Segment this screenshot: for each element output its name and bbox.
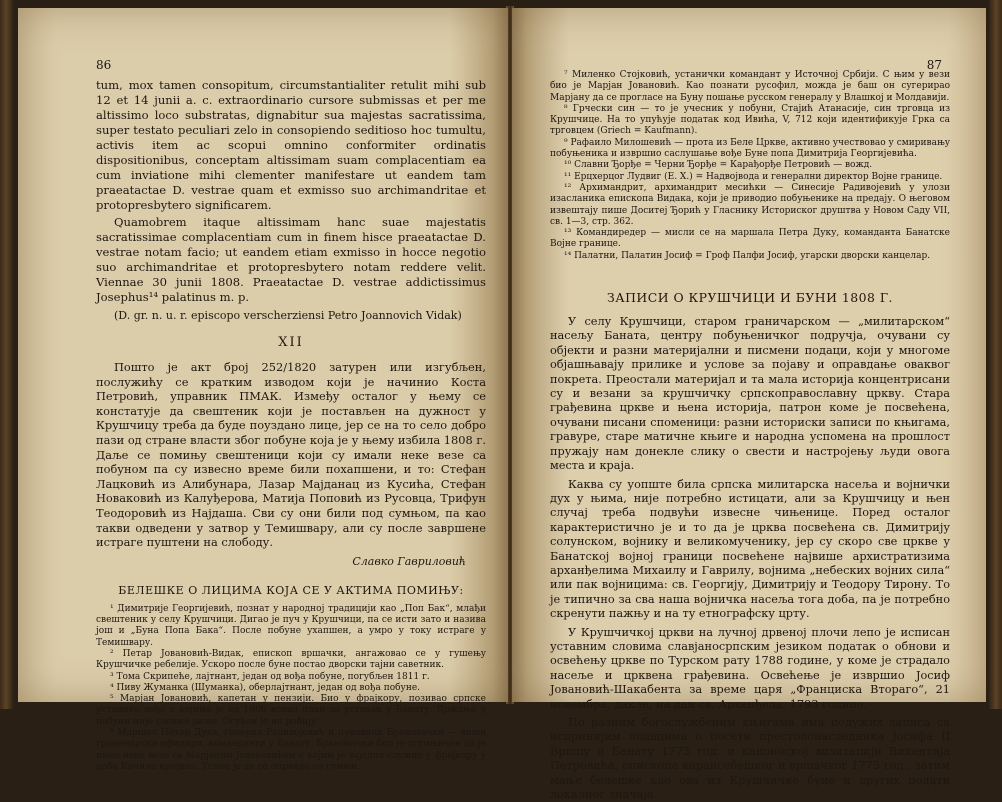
footnote-4: ⁴ Пиву Жуманка (Шуманка), оберлајтнант, један од вођа побуне. — [110, 682, 421, 693]
footnote-3: ³ Тома Скрипеће, лајтнант, један од вођа побуне, погубљен 1811 г. — [110, 671, 430, 682]
footnote-11: ¹¹ Ерцхерцог Лудвиг (Е. Х.) = Надвојвода и генерални директор Војне границе. — [564, 171, 943, 182]
right-page-body — [550, 70, 950, 802]
left-page — [18, 8, 508, 772]
article-paragraph-1: У селу Крушчици, старом граничарском — „милитарском“ насељу Баната, центру побуњеничког подручја, очувани су објекти и разни материјални и писмени подаци, који у многоме објашњавају прилике и услове за појаву и оправдање оваквог покрета. Преостали материјал и та мала историја концентрисани су и везани за крушчичку српскоправославну цркву. Стара грађевина цркве и њена историја, патрон коме је посвећена, очувани писани споменици: разни историски записи по књигама, гравуре, старе матичне књиге и народна успомена на прошлост пружају нам донекле слику о свести и настројењу људи овога места и краја. — [550, 315, 950, 473]
footnote-7: ⁷ Миленко Стојковић, устанички командант у Источној Србији. С њим у вези био је Марјан Јовановић. Као познати русофил, можда је баш он сугерирао Марјану да се прогласе на Буну пошање русском генералу у Влашкој и Молдавији. — [550, 70, 950, 103]
notes-heading: БЕЛЕШКЕ О ЛИЦИМА КОЈА СЕ У АКТИМА ПОМИЊУ: — [118, 583, 464, 597]
footnote-9: ⁹ Рафаило Милошевић — прота из Беле Цркве, активно учествовао у смиривању побуњеника и извршио саслушање вође Буне попа Димитрија Георгијевића. — [550, 137, 950, 160]
article-paragraph-3: У Крушчичкој цркви на лучној дрвеној плочи лепо је исписан уставним словима славјаносрпским језиком податак о обнови и освећењу цркве по Турском рату 1788 године, у коме је страдало насеље и црквена грађевина. Освећење је извршио Јосиф Јовановић-Шакабента за време царя „Франциска Вторагo“, 21 новембра, дакле, на дан св. Арханђела, 1793 године. — [550, 625, 950, 711]
left-page-body — [96, 78, 486, 773]
right-page-number: 87 — [926, 58, 942, 72]
latin-paragraph-2: Quamobrem itaque altissimam hanc suae majestatis sacratissimae complacentiam cum in finem hisce praeatactae D. vestrae notam facio; ut eandem etiam exmisso in hocce negotio suo archimandritae et protopresbytero notam reddere velit. Viennae 30 junii 1808. Praeatactae D. vestrae addictissimus Josephus¹⁴ palatinus m. p. — [96, 215, 486, 304]
footnote-14: ¹⁴ Палатни, Палатин Јосиф = Гроф Палфи Јосиф, угарски дворски канцелар. — [564, 250, 931, 261]
footnote-2: ² Петар Јовановић-Видак, епископ вршачки, ангажовао се у гушењу Крушчичке ребелије. Ускоро после буне постао дворски тајни саветник. — [96, 648, 486, 671]
left-page-number: 86 — [96, 58, 112, 72]
article-paragraph-2: Каква су уопште била српска милитарска насеља и војнички дух у њима, није потребно истицати, али за Крушчицу и њен случај треба подвући извесне чињенице. Поред осталог карактеристично је и то да је црква посвећена св. Димитрију солунском, војнику и великомученику, јер су скоро све цркве у Банатској војној граници посвећене највише архистратизима арханђелима Михаилу и Гаврилу, војнима „небеских војних сила“ или пак војницима: св. Георгију, Димитрију и Теодору Тирону. То је типично за сва наша војничка насеља тога доба, па је потребно скренути пажњу и на ту етнографску црту. — [550, 477, 950, 621]
author-signature: Славко Гавриловић — [352, 554, 466, 568]
latin-source-line: (D. gr. n. u. r. episcopo verscherziensi Petro Joannovich Vidak) — [114, 309, 462, 322]
footnote-8: ⁸ Грчески син — то је учесник у побуни, Стајић Атанасије, син трговца из Крушчице. На то упућује податак код Ивића, V, 712 који идентификује Грка са трговцем (Griech = Kaufmann). — [550, 103, 950, 137]
footnote-5: ⁵ Марјан Јовановић, капетан у пензији. Био у фрајкору, позивао српске устанике вође с којима је од 1806 ковао план за устанак у Банату. Држање у побуни није сасвим јасно. Осуђен је на робију. — [96, 694, 486, 727]
footnote-12: ¹² Архимандрит, архимандрит месићки — Синесије Радивојевић у улози изасланика епископа Видака, који је приводио побуњенике на предају. О његовом извештају пише Доситеј Ђорић у Гласнику Историског друштва у Новом Саду VII, св. 1—3, стр. 362. — [550, 182, 950, 227]
footnote-1: ¹ Димитрије Георгијевић, познат у народној традицији као „Поп Бак“, млађи свештеник у селу Крушчици. Дигао је пуч у Крушчици, па се исти зато и назива још и „Буна Попа Бака“. После побуне ухапшен, а умро у току истраге у Темишвару. — [96, 603, 486, 648]
article-paragraph-4: По разним богослужбеним књигама има подужих записа са исцрпнијим подацима о посети престолонаследника Јосифа II Вршцу и Банату 1773 год. и каноноској визитацији Викентија Петровића, епископа карансебешког и вршачког 1775 год., затим мање белешке као ова из Крушчичке буне и других подати локалног значаја. — [550, 716, 950, 802]
footnote-6: ⁶ Маршал Петар Дука, генерал Радивојевић и пуковник Брановачки — виши граничарски официри, команданти у Банату. Брановачки био је осумњичен да је имао неке везе са Марјаном Јовановићем с којим је заједно служио у фрајкору у доба Кочине крајине. Успео је да се оправда од сумњи. — [96, 727, 486, 772]
footnote-10: ¹⁰ Славни Ђорђе = Черни Ђорђе = Карађорђе Петровић — вожд. — [564, 160, 873, 171]
latin-paragraph-1: tum, mox tamen consopitum, circumstantialiter retulit mihi sub 12 et 14 junii a. c. extraordinario cursore submissas et per me altissimo loco substratas, dignabitur sua majestas sacratissima, super testato peculiari zelo in consopiendo seditioso hoc tumultu, activis item ac scopui omnino conformiter ordinatis dispositionibus, conceptam altissimam suam complacentiam ea cum inviatione mihi clementer manifestare ut eandem tam praeatactae D. vestrae quam et exmisso suo archimandritae et protopresbytero significarem. — [96, 78, 486, 212]
serbian-paragraph: Пошто је акт број 252/1820 затурен или изгубљен, послужићу се кратким изводом који је начинио Коста Петровић, управник ПМАК. Између осталог у њему се констатује да свештеник који је постављен на дужност у Крушчицу треба да буде поуздано лице, јер се на то село добро пази од стране власти због побуне која је у њему избила 1808 г. Даље се помињу свештеници који су имали неке везе са побуном па су извесно време били похапшени, и то: Стефан Лацковић из Алибунара, Лазар Мајданац из Кусића, Стефан Новаковић из Калуђерова, Матија Поповић из Русовца, Трифун Теодоровић из Најдаша. Сви су они били под сумњом, па као такви одведени у затвор у Темишвару, али су после завршене истраге пуштени на слободу. — [96, 360, 486, 550]
footnote-13: ¹³ Командиредер — мисли се на маршала Петра Дуку, команданта Банатске Војне границе. — [550, 228, 950, 250]
right-page — [512, 8, 986, 802]
section-number: XII — [278, 335, 304, 350]
article-title: ЗАПИСИ О КРУШЧИЦИ И БУНИ 1808 Г. — [607, 290, 893, 306]
